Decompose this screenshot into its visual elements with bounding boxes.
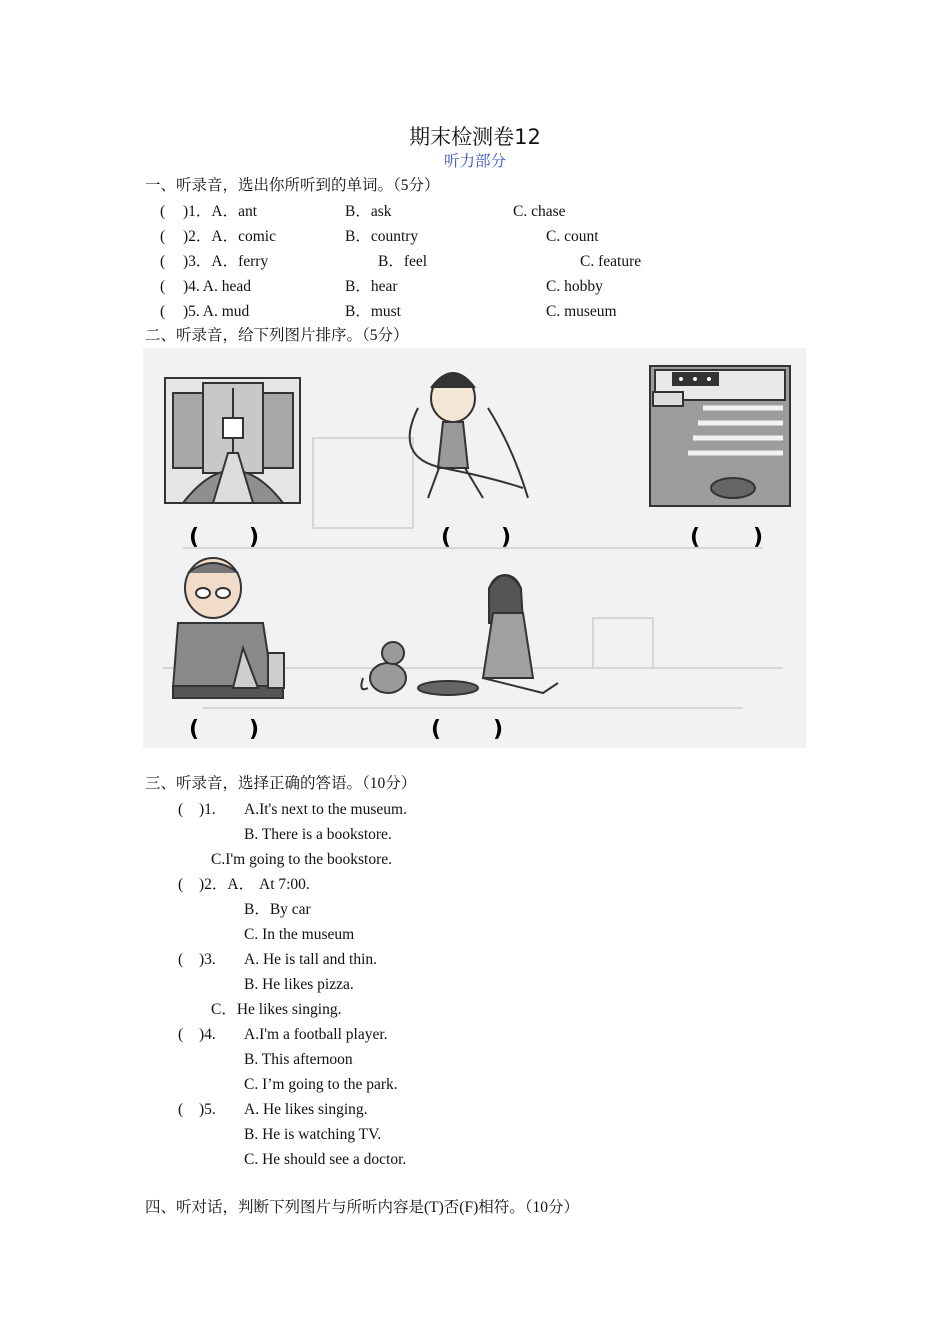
scientist-picture xyxy=(173,558,284,698)
section-2-heading: 二、听录音，给下列图片排序。（5分） xyxy=(145,327,409,344)
question-bracket: ( xyxy=(160,253,166,270)
answer-blank-close: ) xyxy=(753,525,764,550)
answer-option: B. He likes pizza. xyxy=(244,976,354,993)
question-bracket: ( xyxy=(178,951,184,968)
question-option-c: C. feature xyxy=(580,253,642,270)
question-number: )1. xyxy=(199,801,216,818)
question-number: )3. xyxy=(199,951,216,968)
picture-ordering-image xyxy=(143,348,806,748)
question-option-a: )5. A. mud xyxy=(183,303,250,320)
answer-option: A.I'm a football player. xyxy=(244,1026,388,1043)
question-option-c: C. count xyxy=(546,228,599,245)
crosswalk-picture xyxy=(650,366,790,506)
question-option-b: B．ask xyxy=(345,203,392,220)
hospital-picture xyxy=(165,378,300,503)
girl-jumping-rope-picture xyxy=(410,373,528,498)
girl-with-cat-picture xyxy=(361,575,558,695)
section-4-heading: 四、听对话，判断下列图片与所听内容是(T)否(F)相符。（10分） xyxy=(145,1199,579,1216)
answer-option: A. He is tall and thin. xyxy=(244,951,378,968)
section-3-heading: 三、听录音，选择正确的答语。（10分） xyxy=(145,775,417,792)
answer-blank-close: ) xyxy=(493,717,504,742)
page-title: 期末检测卷12 xyxy=(409,125,541,149)
question-bracket: ( xyxy=(160,278,166,295)
question-number: )2．A． xyxy=(199,876,255,893)
answer-option: C.I'm going to the bookstore. xyxy=(211,851,393,868)
question-option-a: )1．A．ant xyxy=(183,203,258,220)
question-option-c: C. museum xyxy=(546,303,617,320)
question-bracket: ( xyxy=(178,1026,184,1043)
question-number: )5. xyxy=(199,1101,216,1118)
question-bracket: ( xyxy=(178,1101,184,1118)
answer-option: B. There is a bookstore. xyxy=(244,826,392,843)
answer-option: B. This afternoon xyxy=(244,1051,353,1068)
answer-option: At 7:00. xyxy=(259,876,310,893)
answer-option: B．By car xyxy=(244,901,311,918)
question-option-a: )2．A．comic xyxy=(183,228,276,245)
question-option-b: B．country xyxy=(345,228,419,245)
question-bracket: ( xyxy=(160,228,166,245)
answer-blank-close: ) xyxy=(501,525,512,550)
answer-blank-open: ( xyxy=(690,525,701,550)
question-option-c: C. hobby xyxy=(546,278,603,295)
question-bracket: ( xyxy=(160,203,166,220)
question-option-b: B．must xyxy=(345,303,401,320)
answer-option: B. He is watching TV. xyxy=(244,1126,382,1143)
question-bracket: ( xyxy=(178,801,184,818)
question-option-b: B．feel xyxy=(378,253,428,270)
section-1-heading: 一、听录音，选出你所听到的单词。（5分） xyxy=(145,177,440,194)
question-bracket: ( xyxy=(160,303,166,320)
question-option-a: )4. A. head xyxy=(183,278,252,295)
question-option-a: )3．A．ferry xyxy=(183,253,269,270)
answer-blank-close: ) xyxy=(249,525,260,550)
page-subtitle: 听力部分 xyxy=(443,153,506,170)
answer-option: C. He should see a doctor. xyxy=(244,1151,407,1168)
question-number: )4. xyxy=(199,1026,216,1043)
answer-blank-open: ( xyxy=(431,717,442,742)
question-bracket: ( xyxy=(178,876,184,893)
answer-blank-open: ( xyxy=(189,525,200,550)
answer-blank-open: ( xyxy=(441,525,452,550)
question-option-b: B．hear xyxy=(345,278,398,295)
answer-blank-open: ( xyxy=(189,717,200,742)
answer-option: C. In the museum xyxy=(244,926,355,943)
answer-option: A. He likes singing. xyxy=(244,1101,368,1118)
answer-option: C．He likes singing. xyxy=(211,1001,342,1018)
answer-option: C. I’m going to the park. xyxy=(244,1076,398,1093)
answer-option: A.It's next to the museum. xyxy=(244,801,407,818)
answer-blank-close: ) xyxy=(249,717,260,742)
question-option-c: C. chase xyxy=(513,203,566,220)
